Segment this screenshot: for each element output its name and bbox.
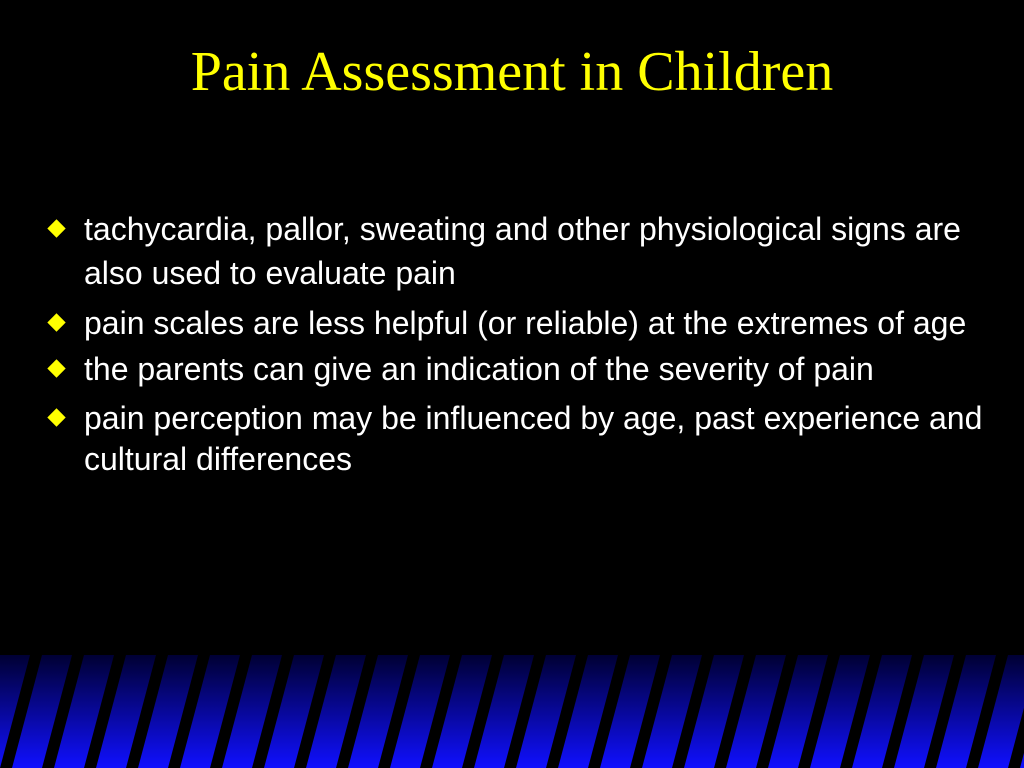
stripe-band-fill — [0, 655, 1024, 768]
slide-title: Pain Assessment in Children — [190, 41, 834, 103]
yellow-diamond-icon — [47, 359, 65, 377]
yellow-diamond-icon — [47, 408, 65, 426]
bullet-text: tachycardia, pallor, sweating and other physiological signs are also used to evaluate pain — [84, 211, 961, 291]
bullet-text: pain scales are less helpful (or reliable) at the extremes of age — [84, 305, 967, 341]
bullet-list — [48, 207, 998, 480]
yellow-diamond-icon — [47, 313, 65, 331]
bullet-text: pain perception may be influenced by age, past experience and cultural differences — [84, 400, 983, 477]
bullet-item — [48, 207, 998, 295]
bullet-item — [48, 349, 998, 390]
bullet-item — [48, 301, 998, 345]
bullet-text: the parents can give an indication of the severity of pain — [84, 351, 874, 387]
decorative-stripe-band — [0, 655, 1024, 768]
yellow-diamond-icon — [47, 219, 65, 237]
bullet-item — [48, 398, 998, 480]
